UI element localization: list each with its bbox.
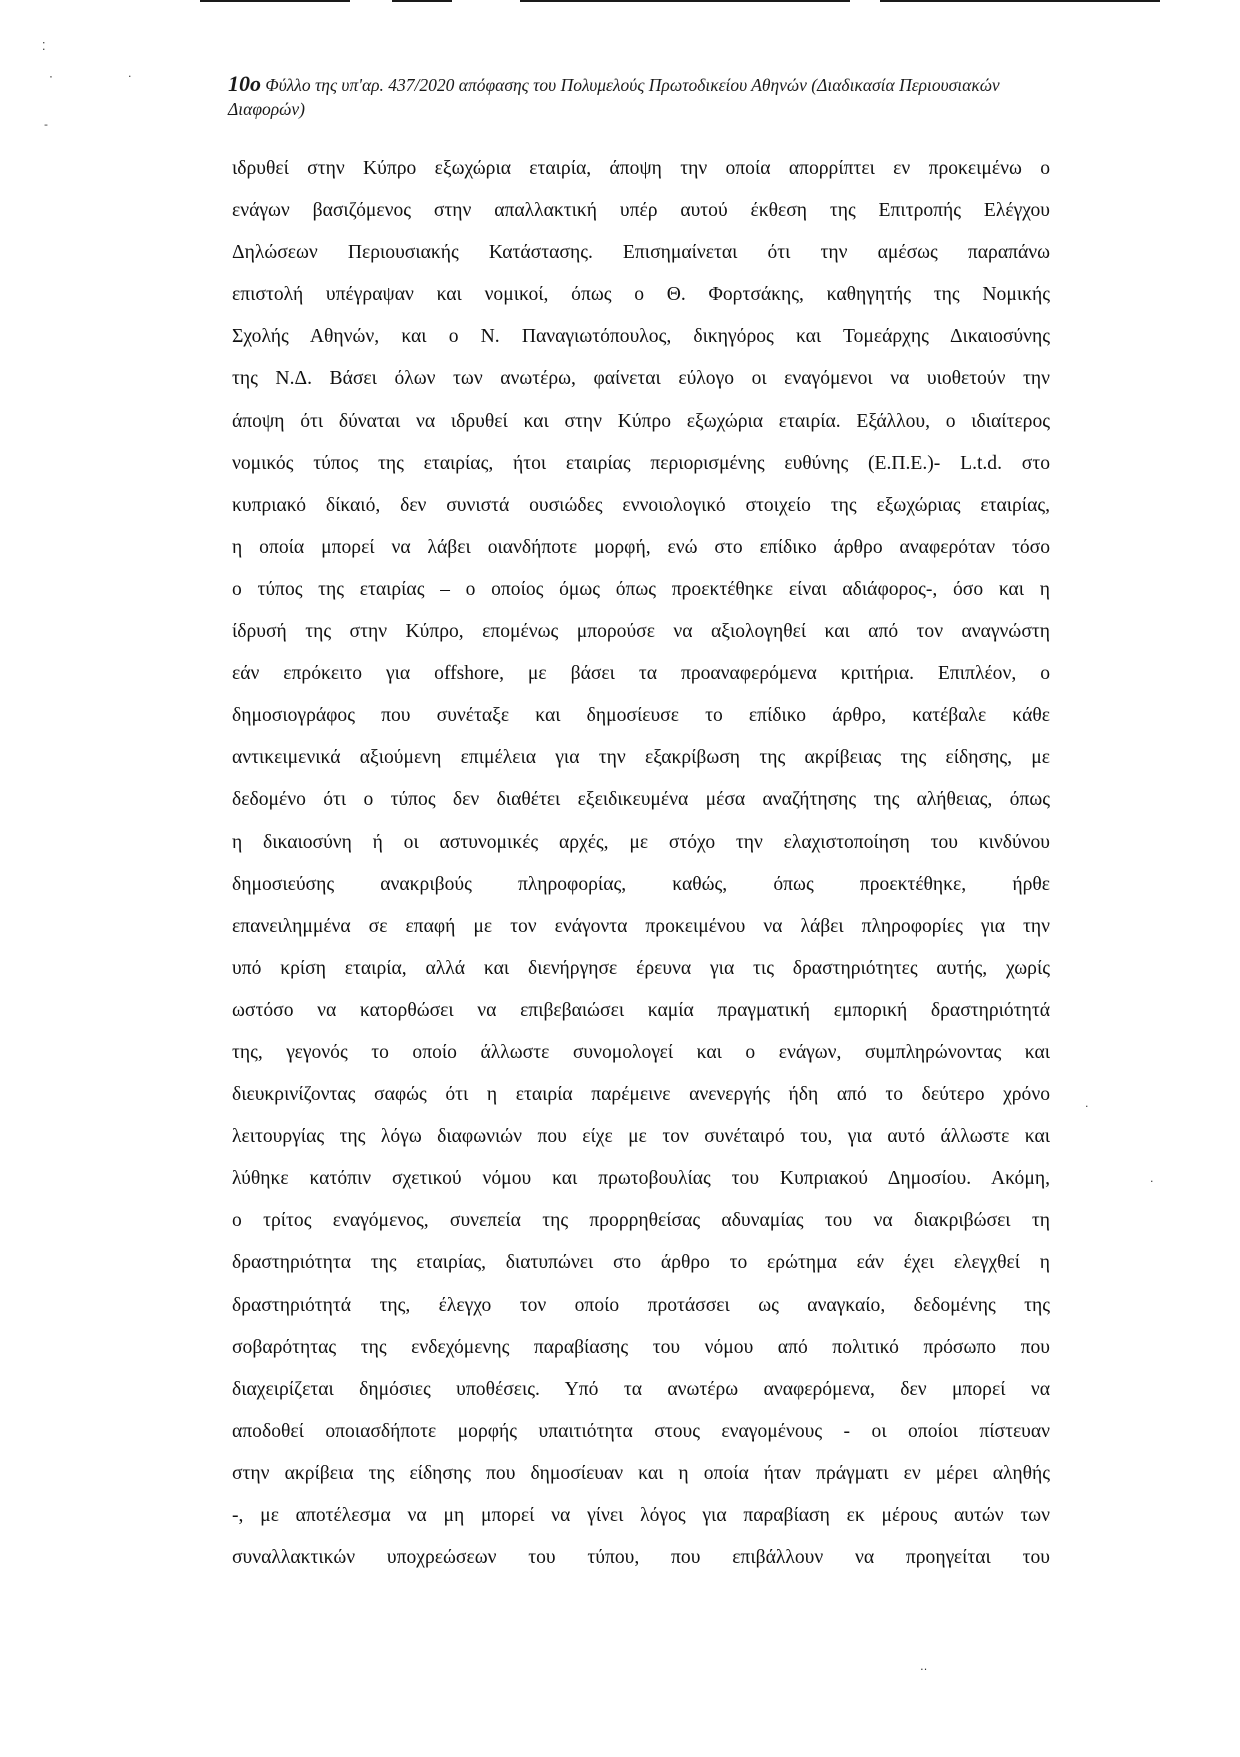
body-line: ωστόσο να κατορθώσει να επιβεβαιώσει καμία πραγματική εμπορική δραστηριότητά [232, 999, 1050, 1021]
body-line: διευκρινίζοντας σαφώς ότι η εταιρία παρέμεινε ανενεργής ήδη από το δεύτερο χρόνο [232, 1084, 1050, 1106]
body-line: ο τρίτος εναγόμενος, συνεπεία της προρρηθείσας αδυναμίας του να διακριβώσει τη [232, 1210, 1050, 1232]
body-line: σοβαρότητας της ενδεχόμενης παραβίασης του νόμου από πολιτικό πρόσωπο που [232, 1336, 1050, 1358]
scan-speck: ‐ [44, 118, 48, 131]
body-line: ιδρυθεί στην Κύπρο εξωχώρια εταιρία, άποψη την οποία απορρίπτει εν προκειμένω ο [232, 158, 1050, 179]
body-line: συναλλακτικών υποχρεώσεων του τύπου, που επιβάλλουν να προηγείται του [232, 1547, 1050, 1569]
body-line: δημοσιεύσης ανακριβούς πληροφορίας, καθώς, όπως προεκτέθηκε, ήρθε [232, 873, 1050, 895]
body-line: της Ν.Δ. Βάσει όλων των ανωτέρω, φαίνεται εύλογο οι εναγόμενοι να υιοθετούν την [232, 368, 1050, 390]
scan-speck: ⁚ [42, 40, 46, 53]
body-line: ο τύπος της εταιρίας – ο οποίος όμως όπως προεκτέθηκε είναι αδιάφορος-, όσο και η [232, 578, 1050, 600]
body-line: δεδομένο ότι ο τύπος δεν διαθέτει εξειδικευμένα μέσα αναζήτησης της αλήθειας, όπως [232, 789, 1050, 811]
top-edge-segment [520, 0, 850, 2]
body-line: εάν επρόκειτο για offshore, με βάσει τα προαναφερόμενα κριτήρια. Επιπλέον, ο [232, 663, 1050, 685]
body-line: επιστολή υπέγραψαν και νομικοί, όπως ο Θ. Φορτσάκης, καθηγητής της Νομικής [232, 284, 1050, 306]
body-line: δραστηριότητά της, έλεγχο τον οποίο προτάσσει ως αναγκαίο, δεδομένης της [232, 1294, 1050, 1316]
body-text [232, 148, 1050, 1579]
body-line: λύθηκε κατόπιν σχετικού νόμου και πρωτοβουλίας του Κυπριακού Δημοσίου. Ακόμη, [232, 1168, 1050, 1190]
body-line: επανειλημμένα σε επαφή με τον ενάγοντα προκειμένου να λάβει πληροφορίες για την [232, 915, 1050, 937]
body-line: λειτουργίας της λόγω διαφωνιών που είχε με τον συνέταιρό του, για αυτό άλλωστε και [232, 1126, 1050, 1148]
body-line: διαχειρίζεται δημόσιες υποθέσεις. Υπό τα ανωτέρω αναφερόμενα, δεν μπορεί να [232, 1378, 1050, 1400]
page-header [228, 72, 1058, 121]
body-line: η δικαιοσύνη ή οι αστυνομικές αρχές, με στόχο την ελαχιστοποίηση του κινδύνου [232, 831, 1050, 853]
body-line: νομικός τύπος της εταιρίας, ήτοι εταιρίας περιορισμένης ευθύνης (Ε.Π.Ε.)- L.t.d. στο [232, 452, 1050, 474]
scan-speck: ٠ [48, 70, 54, 83]
scan-speck: · [1085, 1100, 1089, 1113]
body-line: Σχολής Αθηνών, και ο Ν. Παναγιωτόπουλος, δικηγόρος και Τομεάρχης Δικαιοσύνης [232, 326, 1050, 348]
body-line: ίδρυσή της στην Κύπρο, επομένως μπορούσε να αξιολογηθεί και από τον αναγνώστη [232, 621, 1050, 643]
body-line: δραστηριότητα της εταιρίας, διατυπώνει στο άρθρο το ερώτημα εάν έχει ελεγχθεί η [232, 1252, 1050, 1274]
body-line: της, γεγονός το οποίο άλλωστε συνομολογεί και ο ενάγων, συμπληρώνοντας και [232, 1041, 1050, 1063]
body-line: -, με αποτέλεσμα να μη μπορεί να γίνει λόγος για παραβίαση εκ μέρους αυτών των [232, 1505, 1050, 1526]
body-line: υπό κρίση εταιρία, αλλά και διενήργησε έρευνα για τις δραστηριότητες αυτής, χωρίς [232, 957, 1050, 979]
top-edge-rule [0, 0, 1240, 3]
body-line: αντικειμενικά αξιούμενη επιμέλεια για την εξακρίβωση της ακρίβειας της είδησης, με [232, 747, 1050, 769]
top-edge-segment [200, 0, 350, 2]
body-line: άποψη ότι δύναται να ιδρυθεί και στην Κύπρο εξωχώρια εταιρία. Εξάλλου, ο ιδιαίτερος [232, 410, 1050, 432]
scan-speck: · [128, 70, 132, 83]
body-line: ενάγων βασιζόμενος στην απαλλακτική υπέρ αυτού έκθεση της Επιτροπής Ελέγχου [232, 200, 1050, 222]
body-line: δημοσιογράφος που συνέταξε και δημοσίευσε το επίδικο άρθρο, κατέβαλε κάθε [232, 705, 1050, 727]
header-title: Φύλλο της υπ'αρ. 437/2020 απόφασης του Πολυμελούς Πρωτοδικείου Αθηνών (Διαδικασία Περιουσιακών Διαφορών) [228, 75, 1000, 119]
top-edge-segment [880, 0, 1160, 2]
body-line: Δηλώσεων Περιουσιακής Κατάστασης. Επισημαίνεται ότι την αμέσως παραπάνω [232, 242, 1050, 264]
scan-speck: ‥ [920, 1660, 928, 1673]
scan-speck: · [1150, 1175, 1154, 1188]
body-line: κυπριακό δίκαιό, δεν συνιστά ουσιώδες εννοιολογικό στοιχείο της εξωχώριας εταιρίας, [232, 494, 1050, 516]
body-line: στην ακρίβεια της είδησης που δημοσίευαν και η οποία ήταν πράγματι εν μέρει αληθής [232, 1462, 1050, 1484]
body-line: αποδοθεί οποιασδήποτε μορφής υπαιτιότητα στους εναγομένους - οι οποίοι πίστευαν [232, 1420, 1050, 1442]
page-number-mark: 10ο [228, 71, 261, 96]
top-edge-segment [392, 0, 452, 2]
body-line: η οποία μπορεί να λάβει οιανδήποτε μορφή, ενώ στο επίδικο άρθρο αναφερόταν τόσο [232, 536, 1050, 558]
